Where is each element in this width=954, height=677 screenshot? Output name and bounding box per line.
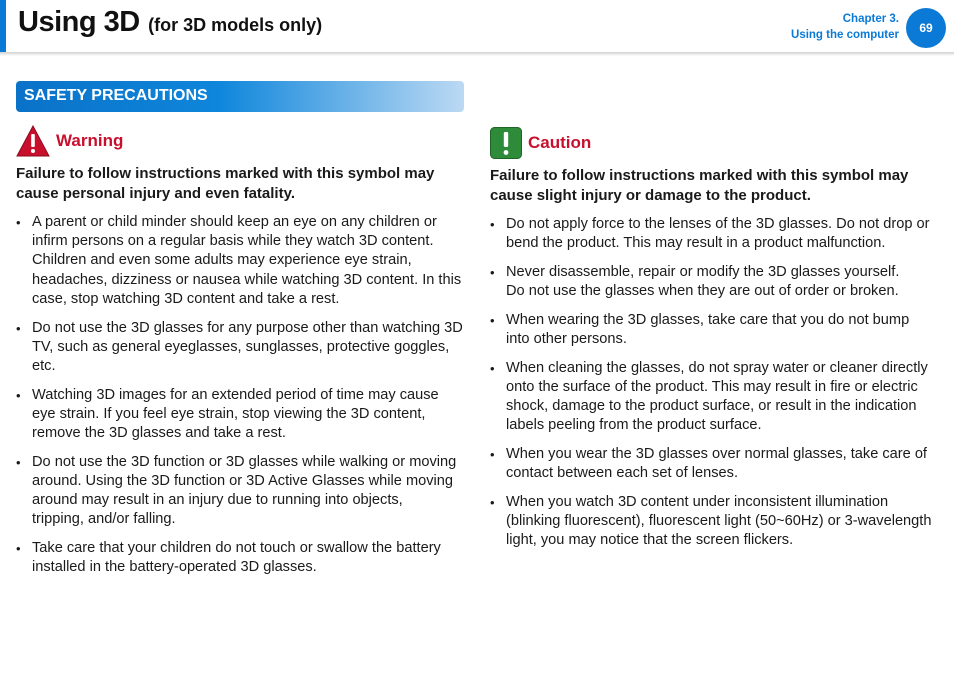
list-item: • Take care that your children do not touch or swallow the battery installed in the battery-operated 3D glasses. — [16, 539, 466, 577]
header-divider — [0, 52, 954, 56]
list-item: • Do not use the 3D glasses for any purpose other than watching 3D TV, such as general eyeglasses, sunglasses, protective goggles, etc. — [16, 319, 466, 377]
chapter-info — [791, 11, 899, 43]
list-item: • When you wear the 3D glasses over normal glasses, take care of contact between each set of lenses. — [490, 445, 940, 483]
caution-intro: Failure to follow instructions marked with this symbol may cause slight injury or damage to the product. — [490, 167, 909, 204]
chapter-number: Chapter 3. — [842, 13, 899, 25]
list-item: • Watching 3D images for an extended period of time may cause eye strain. If you feel eye strain, stop viewing the 3D content, remove the 3D glasses and take a rest. — [16, 386, 466, 444]
section-heading-bar — [16, 81, 464, 112]
caution-column — [490, 126, 940, 560]
section-title: SAFETY PRECAUTIONS — [24, 87, 208, 104]
list-item: • A parent or child minder should keep an eye on any children or infirm persons on a regular basis while they watch 3D content. Children and even some adults may experience eye strain, headaches, dizziness or nausea while watching 3D content. In this case, stop watching 3D content and take a rest. — [16, 213, 466, 309]
list-item: • Never disassemble, repair or modify the 3D glasses yourself. Do not use the glasses when they are out of order or broken. — [490, 263, 940, 301]
caution-heading — [490, 126, 940, 160]
warning-list — [16, 213, 466, 577]
list-item: • When wearing the 3D glasses, take care that you do not bump into other persons. — [490, 311, 940, 349]
warning-intro: Failure to follow instructions marked with this symbol may cause personal injury and even fatality. — [16, 165, 435, 202]
warning-triangle-icon — [16, 125, 50, 157]
header-accent-bar — [0, 0, 6, 52]
page-number-badge: 69 — [906, 8, 946, 48]
page-title-subtitle: (for 3D models only) — [148, 15, 323, 35]
caution-list — [490, 215, 940, 551]
list-item: • When cleaning the glasses, do not spray water or cleaner directly onto the surface of the product. This may result in fire or electric shock, damage to the product surface, or result in the indication labels peeling from the product surface. — [490, 359, 940, 436]
warning-heading — [16, 124, 466, 158]
chapter-title: Using the computer — [791, 29, 899, 41]
page-title-main: Using 3D — [18, 6, 140, 38]
caution-exclamation-icon — [490, 127, 522, 159]
list-item: • When you watch 3D content under inconsistent illumination (blinking fluorescent), fluorescent light (50~60Hz) or 3-wavelength light, you may notice that the screen flickers. — [490, 493, 940, 551]
list-item: • Do not use the 3D function or 3D glasses while walking or moving around. Using the 3D function or 3D Active Glasses while moving around may result in an injury due to running into objects, tripping, and/or falling. — [16, 453, 466, 530]
page-title — [18, 6, 322, 39]
caution-label: Caution — [528, 133, 592, 152]
list-item: • Do not apply force to the lenses of the 3D glasses. Do not drop or bend the product. This may result in a product malfunction. — [490, 215, 940, 253]
warning-label: Warning — [56, 131, 124, 150]
warning-column — [16, 124, 466, 587]
